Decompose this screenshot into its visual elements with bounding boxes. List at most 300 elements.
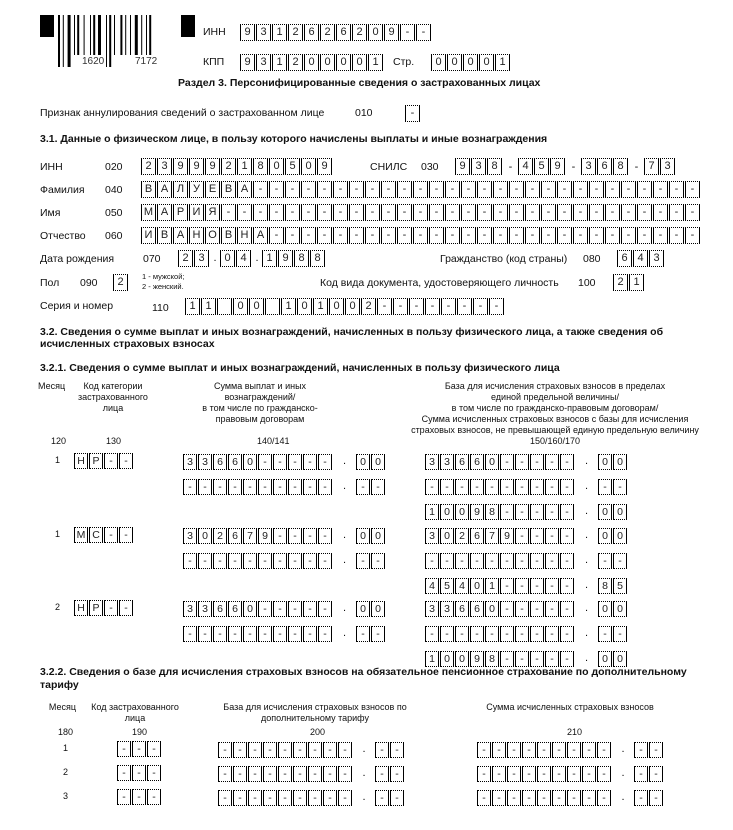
char-cell[interactable]: 3 (183, 528, 197, 544)
char-cell[interactable]: 2 (288, 24, 303, 41)
char-cell[interactable]: - (269, 204, 284, 221)
char-cell[interactable]: - (263, 790, 277, 806)
char-cell[interactable]: 6 (228, 454, 242, 470)
char-cell[interactable]: - (560, 504, 574, 520)
char-cell[interactable]: 0 (440, 651, 454, 667)
char-cell[interactable]: - (293, 790, 307, 806)
char-cell[interactable]: - (288, 601, 302, 617)
char-cell[interactable]: - (507, 766, 521, 782)
char-cell[interactable]: - (560, 651, 574, 667)
char-cell[interactable]: - (530, 454, 544, 470)
char-cell[interactable]: - (649, 766, 663, 782)
char-cell[interactable]: - (365, 204, 380, 221)
char-cell[interactable]: - (525, 227, 540, 244)
char-cell[interactable]: А (157, 204, 172, 221)
char-cell[interactable]: В (221, 181, 236, 198)
char-cell[interactable]: - (248, 742, 262, 758)
char-cell[interactable]: - (183, 626, 197, 642)
char-cell[interactable]: 0 (304, 54, 319, 71)
char-cell[interactable]: - (317, 181, 332, 198)
char-cell[interactable]: Я (205, 204, 220, 221)
payment-sum-field[interactable] (183, 600, 386, 617)
char-cell[interactable]: 0 (447, 54, 462, 71)
char-cell[interactable]: - (425, 626, 439, 642)
char-cell[interactable]: - (552, 766, 566, 782)
char-cell[interactable]: 1 (425, 651, 439, 667)
char-cell[interactable]: 2 (455, 528, 469, 544)
char-cell[interactable]: - (493, 181, 508, 198)
char-cell[interactable]: А (237, 181, 252, 198)
char-cell[interactable]: 0 (356, 528, 370, 544)
char-cell[interactable]: - (440, 626, 454, 642)
char-cell[interactable]: - (492, 766, 506, 782)
char-cell[interactable]: 9 (550, 158, 565, 175)
char-cell[interactable]: - (278, 790, 292, 806)
char-cell[interactable]: 0 (485, 454, 499, 470)
char-cell[interactable]: - (218, 790, 232, 806)
char-cell[interactable]: - (303, 454, 317, 470)
char-cell[interactable]: - (285, 227, 300, 244)
char-cell[interactable]: - (397, 227, 412, 244)
char-cell[interactable]: - (492, 742, 506, 758)
char-cell[interactable]: - (198, 479, 212, 495)
char-cell[interactable]: В (221, 227, 236, 244)
char-cell[interactable]: - (477, 742, 491, 758)
cancel-flag-field[interactable] (405, 105, 421, 122)
char-cell[interactable]: - (263, 742, 277, 758)
char-cell[interactable]: - (537, 766, 551, 782)
char-cell[interactable]: - (375, 790, 389, 806)
char-cell[interactable]: 8 (598, 578, 612, 594)
char-cell[interactable]: - (500, 601, 514, 617)
char-cell[interactable]: - (132, 789, 146, 805)
char-cell[interactable]: 3 (157, 158, 172, 175)
char-cell[interactable]: 0 (198, 528, 212, 544)
char-cell[interactable]: 7 (644, 158, 659, 175)
char-cell[interactable]: - (500, 454, 514, 470)
char-cell[interactable]: - (278, 742, 292, 758)
char-cell[interactable]: - (522, 766, 536, 782)
char-cell[interactable]: Н (74, 453, 88, 469)
char-cell[interactable]: - (119, 600, 133, 616)
char-cell[interactable]: - (119, 527, 133, 543)
char-cell[interactable]: 6 (455, 601, 469, 617)
char-cell[interactable]: - (589, 181, 604, 198)
char-cell[interactable]: 0 (243, 601, 257, 617)
char-cell[interactable]: - (425, 553, 439, 569)
char-cell[interactable]: - (537, 790, 551, 806)
char-cell[interactable]: - (228, 479, 242, 495)
char-cell[interactable]: - (288, 553, 302, 569)
char-cell[interactable]: 2 (213, 528, 227, 544)
name-field[interactable] (141, 204, 701, 221)
char-cell[interactable]: 0 (598, 651, 612, 667)
char-cell[interactable]: - (530, 626, 544, 642)
char-cell[interactable]: - (416, 24, 431, 41)
char-cell[interactable]: - (507, 790, 521, 806)
char-cell[interactable]: - (117, 765, 131, 781)
char-cell[interactable]: 3 (581, 158, 596, 175)
char-cell[interactable]: 4 (455, 578, 469, 594)
patronymic-field[interactable] (141, 227, 701, 244)
char-cell[interactable]: - (356, 553, 370, 569)
char-cell[interactable]: - (349, 227, 364, 244)
char-cell[interactable]: - (303, 626, 317, 642)
char-cell[interactable]: - (425, 479, 439, 495)
char-cell[interactable]: - (582, 766, 596, 782)
char-cell[interactable]: - (445, 227, 460, 244)
page-number-field[interactable] (431, 54, 511, 71)
char-cell[interactable]: - (455, 553, 469, 569)
char-cell[interactable]: И (189, 204, 204, 221)
char-cell[interactable]: - (390, 790, 404, 806)
char-cell[interactable]: 2 (221, 158, 236, 175)
char-cell[interactable]: 1 (368, 54, 383, 71)
char-cell[interactable]: 9 (384, 24, 399, 41)
char-cell[interactable]: - (669, 227, 684, 244)
char-cell[interactable]: - (477, 766, 491, 782)
char-cell[interactable]: 4 (236, 250, 251, 267)
char-cell[interactable]: - (273, 553, 287, 569)
char-cell[interactable]: 3 (660, 158, 675, 175)
char-cell[interactable]: - (477, 204, 492, 221)
char-cell[interactable]: - (493, 204, 508, 221)
char-cell[interactable]: - (589, 227, 604, 244)
char-cell[interactable]: - (473, 298, 488, 315)
header-kpp-field[interactable] (240, 54, 384, 71)
char-cell[interactable]: - (613, 553, 627, 569)
char-cell[interactable]: Р (173, 204, 188, 221)
char-cell[interactable]: - (541, 227, 556, 244)
char-cell[interactable]: - (333, 227, 348, 244)
char-cell[interactable]: - (213, 553, 227, 569)
char-cell[interactable]: - (515, 528, 529, 544)
char-cell[interactable]: 0 (243, 454, 257, 470)
char-cell[interactable]: 2 (361, 298, 376, 315)
char-cell[interactable]: - (233, 790, 247, 806)
char-cell[interactable]: - (338, 742, 352, 758)
char-cell[interactable]: - (634, 742, 648, 758)
char-cell[interactable]: 0 (440, 528, 454, 544)
char-cell[interactable]: - (522, 790, 536, 806)
char-cell[interactable]: Н (237, 227, 252, 244)
char-cell[interactable]: - (273, 528, 287, 544)
char-cell[interactable]: - (485, 479, 499, 495)
char-cell[interactable]: - (429, 204, 444, 221)
surname-field[interactable] (141, 181, 701, 198)
char-cell[interactable]: - (470, 626, 484, 642)
char-cell[interactable]: - (397, 181, 412, 198)
char-cell[interactable]: 8 (613, 158, 628, 175)
char-cell[interactable]: 2 (178, 250, 193, 267)
char-cell[interactable]: - (557, 227, 572, 244)
char-cell[interactable]: - (605, 204, 620, 221)
char-cell[interactable]: - (413, 204, 428, 221)
char-cell[interactable]: - (567, 790, 581, 806)
char-cell[interactable]: - (273, 601, 287, 617)
char-cell[interactable]: - (233, 766, 247, 782)
char-cell[interactable]: - (303, 479, 317, 495)
payment-sum-field[interactable] (183, 478, 386, 495)
char-cell[interactable]: - (269, 227, 284, 244)
char-cell[interactable]: - (317, 227, 332, 244)
char-cell[interactable]: - (515, 553, 529, 569)
char-cell[interactable]: - (228, 553, 242, 569)
char-cell[interactable]: - (318, 454, 332, 470)
char-cell[interactable]: - (522, 742, 536, 758)
char-cell[interactable]: В (141, 181, 156, 198)
char-cell[interactable]: - (597, 790, 611, 806)
char-cell[interactable]: - (552, 742, 566, 758)
char-cell[interactable]: - (333, 204, 348, 221)
char-cell[interactable]: 8 (294, 250, 309, 267)
char-cell[interactable]: - (545, 504, 559, 520)
char-cell[interactable]: - (278, 766, 292, 782)
char-cell[interactable]: 6 (455, 454, 469, 470)
char-cell[interactable]: - (509, 204, 524, 221)
char-cell[interactable]: - (338, 766, 352, 782)
char-cell[interactable]: - (530, 601, 544, 617)
char-cell[interactable]: - (183, 553, 197, 569)
char-cell[interactable]: - (557, 181, 572, 198)
insured-code-field[interactable] (117, 741, 162, 757)
char-cell[interactable]: Л (173, 181, 188, 198)
char-cell[interactable]: - (318, 479, 332, 495)
char-cell[interactable]: - (509, 181, 524, 198)
char-cell[interactable]: 0 (336, 54, 351, 71)
char-cell[interactable]: - (147, 789, 161, 805)
char-cell[interactable]: 9 (317, 158, 332, 175)
char-cell[interactable]: - (323, 766, 337, 782)
char-cell[interactable]: - (429, 181, 444, 198)
char-cell[interactable]: 8 (310, 250, 325, 267)
char-cell[interactable]: 0 (371, 528, 385, 544)
payment-sum-field[interactable] (183, 527, 386, 544)
char-cell[interactable]: 0 (598, 601, 612, 617)
char-cell[interactable]: 6 (213, 601, 227, 617)
char-cell[interactable]: - (104, 453, 118, 469)
char-cell[interactable]: - (461, 227, 476, 244)
char-cell[interactable]: - (221, 204, 236, 221)
char-cell[interactable]: 9 (500, 528, 514, 544)
char-cell[interactable]: - (441, 298, 456, 315)
char-cell[interactable]: - (598, 479, 612, 495)
char-cell[interactable]: 0 (463, 54, 478, 71)
char-cell[interactable]: 0 (320, 54, 335, 71)
char-cell[interactable]: 9 (173, 158, 188, 175)
char-cell[interactable]: 9 (205, 158, 220, 175)
char-cell[interactable]: - (485, 626, 499, 642)
char-cell[interactable]: - (365, 227, 380, 244)
char-cell[interactable]: 8 (253, 158, 268, 175)
char-cell[interactable]: - (409, 298, 424, 315)
char-cell[interactable]: - (318, 528, 332, 544)
char-cell[interactable]: И (141, 227, 156, 244)
char-cell[interactable]: - (613, 479, 627, 495)
char-cell[interactable]: - (613, 626, 627, 642)
char-cell[interactable]: - (461, 181, 476, 198)
char-cell[interactable]: 0 (613, 651, 627, 667)
char-cell[interactable]: - (621, 181, 636, 198)
char-cell[interactable]: 9 (470, 651, 484, 667)
char-cell[interactable]: 3 (440, 601, 454, 617)
char-cell[interactable]: 3 (198, 601, 212, 617)
char-cell[interactable]: 1 (495, 54, 510, 71)
char-cell[interactable]: 0 (233, 298, 248, 315)
char-cell[interactable]: - (273, 479, 287, 495)
char-cell[interactable]: - (560, 626, 574, 642)
char-cell[interactable]: - (440, 553, 454, 569)
char-cell[interactable]: О (205, 227, 220, 244)
char-cell[interactable]: - (323, 742, 337, 758)
char-cell[interactable]: - (405, 105, 420, 122)
char-cell[interactable]: - (582, 742, 596, 758)
char-cell[interactable]: 3 (649, 250, 664, 267)
char-cell[interactable]: 2 (352, 24, 367, 41)
char-cell[interactable]: - (218, 742, 232, 758)
additional-contribution-sum-field[interactable] (477, 741, 664, 758)
char-cell[interactable]: - (371, 626, 385, 642)
char-cell[interactable]: - (248, 766, 262, 782)
char-cell[interactable]: 1 (237, 158, 252, 175)
char-cell[interactable]: С (89, 527, 103, 543)
char-cell[interactable]: - (323, 790, 337, 806)
char-cell[interactable]: - (425, 298, 440, 315)
char-cell[interactable]: - (653, 204, 668, 221)
char-cell[interactable]: - (243, 479, 257, 495)
char-cell[interactable]: 0 (371, 454, 385, 470)
payment-sum-field[interactable] (183, 453, 386, 470)
char-cell[interactable]: - (288, 626, 302, 642)
char-cell[interactable]: 8 (485, 504, 499, 520)
char-cell[interactable]: У (189, 181, 204, 198)
char-cell[interactable]: - (356, 479, 370, 495)
char-cell[interactable]: 0 (598, 504, 612, 520)
char-cell[interactable]: 3 (425, 454, 439, 470)
char-cell[interactable]: 9 (189, 158, 204, 175)
char-cell[interactable]: - (653, 227, 668, 244)
char-cell[interactable]: - (117, 789, 131, 805)
char-cell[interactable]: - (400, 24, 415, 41)
char-cell[interactable]: - (477, 227, 492, 244)
char-cell[interactable]: 9 (470, 504, 484, 520)
char-cell[interactable]: 6 (336, 24, 351, 41)
char-cell[interactable]: 2 (613, 274, 628, 291)
char-cell[interactable]: - (213, 626, 227, 642)
char-cell[interactable]: - (485, 553, 499, 569)
char-cell[interactable]: - (669, 181, 684, 198)
char-cell[interactable]: А (173, 227, 188, 244)
char-cell[interactable]: 5 (440, 578, 454, 594)
char-cell[interactable]: 1 (425, 504, 439, 520)
char-cell[interactable]: - (649, 790, 663, 806)
char-cell[interactable]: 0 (440, 504, 454, 520)
char-cell[interactable]: - (541, 181, 556, 198)
char-cell[interactable]: - (537, 742, 551, 758)
char-cell[interactable]: - (461, 204, 476, 221)
char-cell[interactable]: 1 (629, 274, 644, 291)
char-cell[interactable]: 9 (278, 250, 293, 267)
char-cell[interactable]: - (598, 626, 612, 642)
char-cell[interactable]: - (637, 181, 652, 198)
char-cell[interactable]: - (685, 227, 700, 244)
char-cell[interactable]: Р (89, 600, 103, 616)
char-cell[interactable]: - (258, 479, 272, 495)
char-cell[interactable]: - (104, 527, 118, 543)
snils-field[interactable] (455, 158, 676, 175)
char-cell[interactable]: А (157, 181, 172, 198)
char-cell[interactable]: - (390, 742, 404, 758)
char-cell[interactable]: - (381, 204, 396, 221)
char-cell[interactable]: - (269, 181, 284, 198)
char-cell[interactable]: - (318, 553, 332, 569)
char-cell[interactable]: - (183, 479, 197, 495)
char-cell[interactable]: 4 (425, 578, 439, 594)
char-cell[interactable]: - (429, 227, 444, 244)
char-cell[interactable]: - (258, 454, 272, 470)
char-cell[interactable]: - (545, 528, 559, 544)
contribution-base-field[interactable] (425, 552, 628, 569)
char-cell[interactable]: - (500, 504, 514, 520)
char-cell[interactable]: - (445, 204, 460, 221)
char-cell[interactable]: М (74, 527, 88, 543)
additional-contribution-sum-field[interactable] (477, 789, 664, 806)
char-cell[interactable] (217, 298, 232, 315)
char-cell[interactable]: - (530, 553, 544, 569)
header-inn-field[interactable] (240, 24, 432, 41)
char-cell[interactable]: 1 (272, 54, 287, 71)
char-cell[interactable]: - (605, 181, 620, 198)
char-cell[interactable]: 6 (213, 454, 227, 470)
char-cell[interactable]: - (545, 578, 559, 594)
char-cell[interactable]: - (598, 553, 612, 569)
char-cell[interactable]: - (637, 227, 652, 244)
char-cell[interactable]: 7 (243, 528, 257, 544)
char-cell[interactable]: - (303, 528, 317, 544)
char-cell[interactable]: 0 (269, 158, 284, 175)
char-cell[interactable]: - (413, 181, 428, 198)
char-cell[interactable]: 3 (183, 454, 197, 470)
char-cell[interactable]: - (377, 298, 392, 315)
char-cell[interactable]: - (560, 528, 574, 544)
char-cell[interactable]: А (253, 227, 268, 244)
char-cell[interactable]: - (375, 742, 389, 758)
char-cell[interactable]: - (560, 601, 574, 617)
char-cell[interactable]: - (545, 454, 559, 470)
char-cell[interactable]: - (560, 553, 574, 569)
char-cell[interactable]: 6 (470, 454, 484, 470)
char-cell[interactable]: 0 (613, 504, 627, 520)
contribution-base-field[interactable] (425, 577, 628, 594)
char-cell[interactable]: - (248, 790, 262, 806)
char-cell[interactable]: - (288, 528, 302, 544)
char-cell[interactable] (265, 298, 280, 315)
char-cell[interactable]: - (301, 227, 316, 244)
char-cell[interactable]: 0 (479, 54, 494, 71)
char-cell[interactable]: - (597, 766, 611, 782)
char-cell[interactable]: 3 (194, 250, 209, 267)
char-cell[interactable]: 0 (485, 601, 499, 617)
char-cell[interactable]: Р (89, 453, 103, 469)
char-cell[interactable]: - (293, 766, 307, 782)
char-cell[interactable]: 0 (368, 24, 383, 41)
char-cell[interactable]: - (530, 504, 544, 520)
category-code-field[interactable] (74, 527, 134, 543)
char-cell[interactable]: - (371, 553, 385, 569)
char-cell[interactable]: - (303, 601, 317, 617)
char-cell[interactable]: 0 (470, 578, 484, 594)
char-cell[interactable]: - (573, 227, 588, 244)
